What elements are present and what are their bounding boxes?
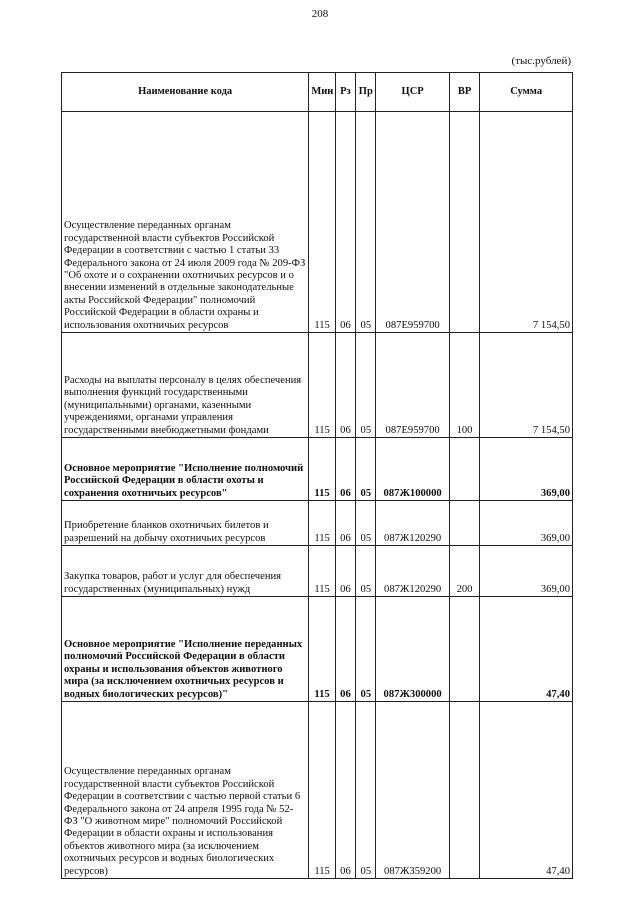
row-rz: 06: [335, 597, 355, 702]
row-name: Приобретение бланков охотничьих билетов и разрешений на добычу охотничьих ресурсов: [62, 501, 309, 546]
table-row: [62, 702, 573, 879]
row-pr: 05: [356, 546, 376, 597]
row-csr: 087Е959700: [376, 333, 449, 438]
header-pr: Пр: [356, 73, 376, 112]
header-csr: ЦСР: [376, 73, 449, 112]
row-csr: 087Ж120290: [376, 501, 449, 546]
units-label: (тыс.рублей): [511, 55, 571, 67]
table-row: [62, 597, 573, 702]
row-name: Закупка товаров, работ и услуг для обеспечения государственных (муниципальных) нужд: [62, 546, 309, 597]
header-rz: Рз: [335, 73, 355, 112]
row-min: 115: [309, 597, 335, 702]
row-csr: 087Ж300000: [376, 597, 449, 702]
table-row: [62, 438, 573, 501]
row-vr: [449, 597, 480, 702]
row-sum: 47,40: [480, 702, 573, 879]
row-sum: 369,00: [480, 501, 573, 546]
row-name: Основное мероприятие "Исполнение полномочий Российской Федерации в области охоты и сохранения охотничьих ресурсов": [62, 438, 309, 501]
row-rz: 06: [335, 333, 355, 438]
row-vr: [449, 438, 480, 501]
row-sum: 47,40: [480, 597, 573, 702]
header-sum: Сумма: [480, 73, 573, 112]
budget-table: [61, 72, 573, 879]
row-min: 115: [309, 438, 335, 501]
row-vr: 200: [449, 546, 480, 597]
row-csr: 087Ж359200: [376, 702, 449, 879]
page-number: 208: [311, 8, 329, 20]
row-rz: 06: [335, 438, 355, 501]
row-vr: 100: [449, 333, 480, 438]
row-rz: 06: [335, 501, 355, 546]
row-min: 115: [309, 333, 335, 438]
row-pr: 05: [356, 702, 376, 879]
row-name: Основное мероприятие "Исполнение переданных полномочий Российской Федерации в области охраны и использования объектов животного мира (за исключением охотничьих ресурсов и водных биологических ресурсов)": [62, 597, 309, 702]
row-name: Расходы на выплаты персоналу в целях обеспечения выполнения функций государственными (муниципальными) органами, казенными учреждениями, органами управления государственными внебюджетными фондами: [62, 333, 309, 438]
header-vr: ВР: [449, 73, 480, 112]
table-row: [62, 546, 573, 597]
table-row: [62, 112, 573, 333]
table-header-row: [62, 73, 573, 112]
row-pr: 05: [356, 112, 376, 333]
row-min: 115: [309, 112, 335, 333]
table-row: [62, 333, 573, 438]
table-row: [62, 501, 573, 546]
row-vr: [449, 702, 480, 879]
row-csr: 087Е959700: [376, 112, 449, 333]
header-name: Наименование кода: [62, 73, 309, 112]
row-rz: 06: [335, 112, 355, 333]
row-min: 115: [309, 546, 335, 597]
row-csr: 087Ж100000: [376, 438, 449, 501]
row-vr: [449, 501, 480, 546]
row-min: 115: [309, 702, 335, 879]
row-pr: 05: [356, 333, 376, 438]
row-pr: 05: [356, 501, 376, 546]
row-sum: 369,00: [480, 438, 573, 501]
row-sum: 7 154,50: [480, 333, 573, 438]
row-sum: 369,00: [480, 546, 573, 597]
row-vr: [449, 112, 480, 333]
row-csr: 087Ж120290: [376, 546, 449, 597]
row-min: 115: [309, 501, 335, 546]
row-rz: 06: [335, 702, 355, 879]
row-rz: 06: [335, 546, 355, 597]
row-sum: 7 154,50: [480, 112, 573, 333]
row-name: Осуществление переданных органам государственной власти субъектов Российской Федерации в соответствии с частью 1 статьи 33 Федерального закона от 24 июля 2009 года № 209-ФЗ "Об охоте и о сохранении охотничьих ресурсов и о внесении изменений в отдельные законодательные акты Российской Федерации" полномочий Российской Федерации в области охраны и использования охотничьих ресурсов: [62, 112, 309, 333]
header-min: Мин: [309, 73, 335, 112]
row-pr: 05: [356, 597, 376, 702]
row-pr: 05: [356, 438, 376, 501]
row-name: Осуществление переданных органам государственной власти субъектов Российской Федерации в соответствии с частью первой статьи 6 Федерального закона от 24 апреля 1995 года № 52-ФЗ "О животном мире" полномочий Российской Федерации в области охраны и использования объектов животного мира (за исключением охотничьих ресурсов и водных биологических ресурсов): [62, 702, 309, 879]
